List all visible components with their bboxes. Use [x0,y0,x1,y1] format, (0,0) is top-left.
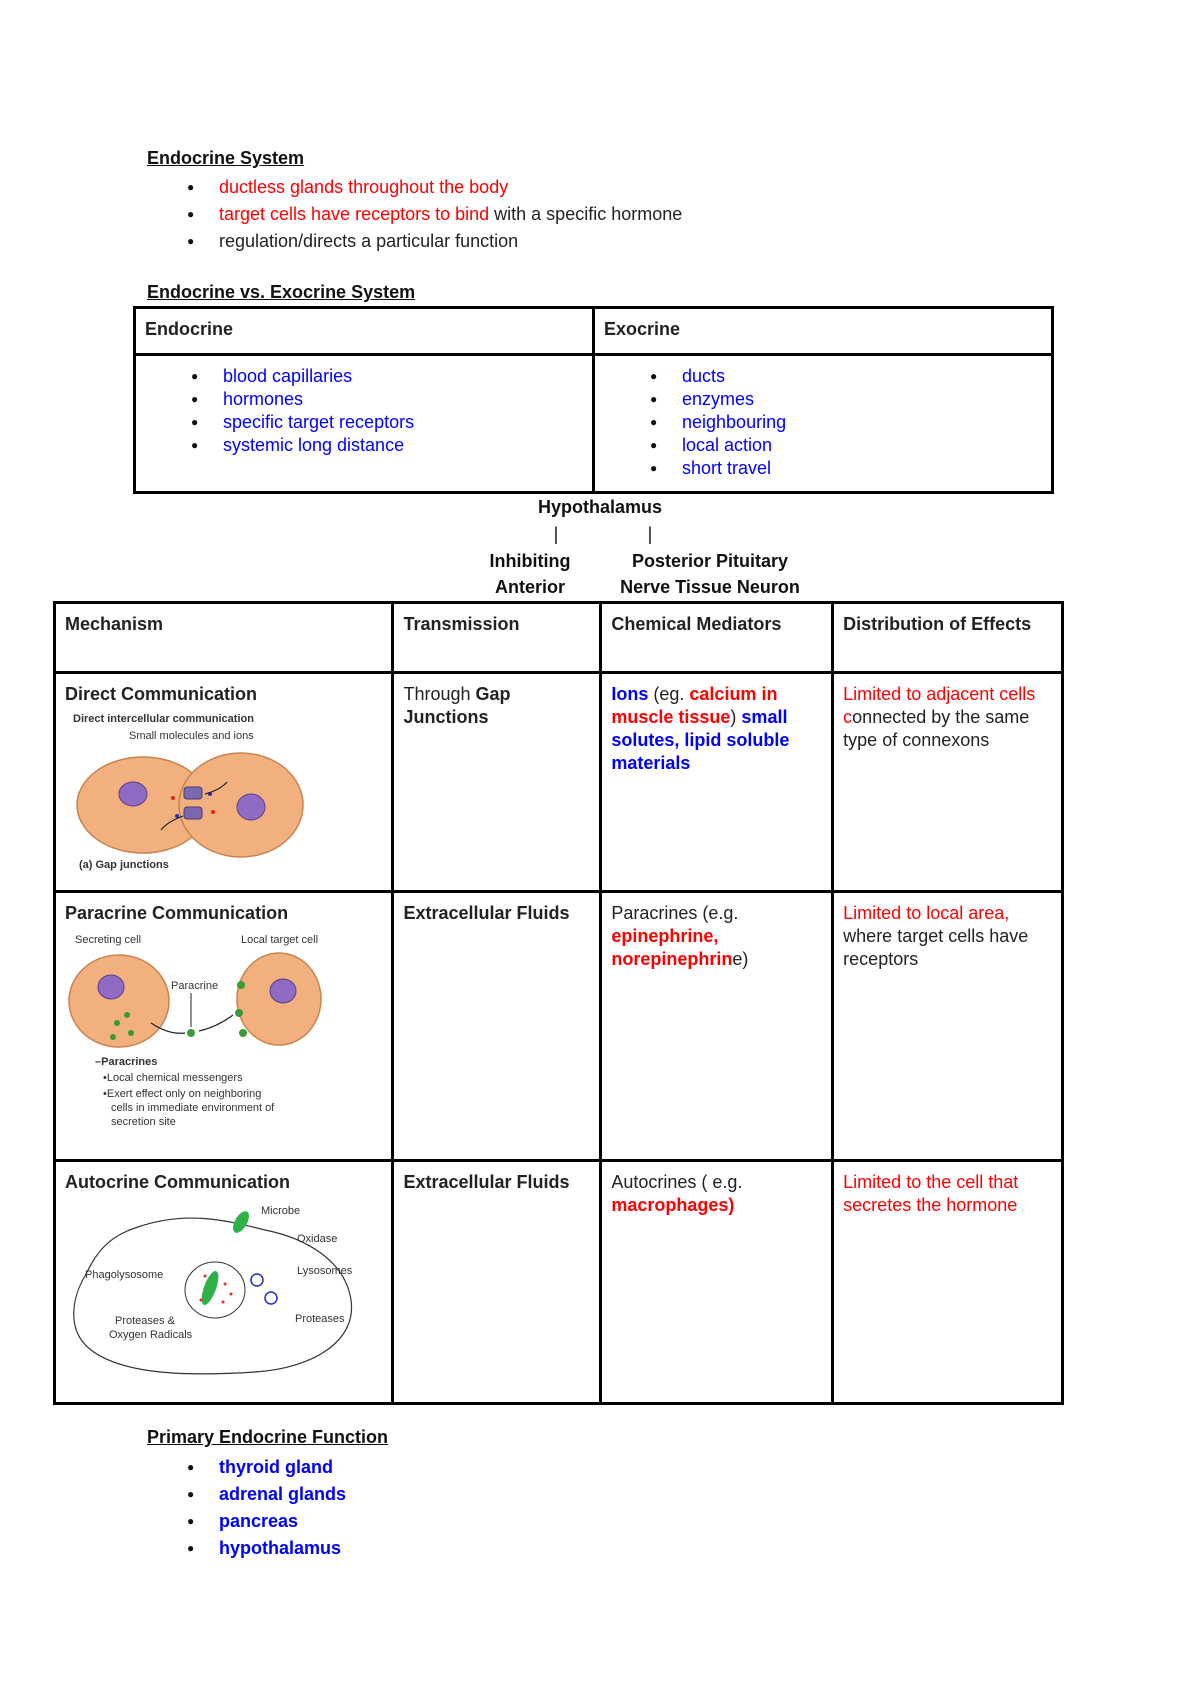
arrow-icon [199,1015,233,1031]
transmission-cell: Extracellular Fluids [393,1161,601,1404]
svg-text:Paracrine: Paracrine [171,980,219,992]
chemical-mediators-cell: Ions (eg. calcium in muscle tissue) small solutes, lipid soluble materials [601,673,833,892]
svg-text:secretion site: secretion site [111,1116,176,1128]
posterior-pituitary-label: Posterior Pituitary Nerve Tissue Neuron [620,551,800,597]
left-connector: | [553,524,559,544]
exocrine-list [604,365,1042,480]
fig-label: Small molecules and ions [129,730,254,742]
svg-text:Oxygen Radicals: Oxygen Radicals [109,1329,193,1341]
distribution-cell: Limited to local area, where target cells have receptors [833,892,1063,1161]
paracrine-dot [110,1034,116,1040]
list-item: ● ducts [604,365,1042,388]
communication-mechanism-table [53,601,1064,1405]
svg-text:Proteases: Proteases [295,1313,345,1325]
paracrine-dot [124,1012,130,1018]
endocrine-exocrine-table [133,306,1054,494]
endocrine-list [145,365,583,457]
secreting-cell [69,955,169,1047]
list-item: ● regulation/directs a particular function [147,228,847,255]
gap-junction-channel [184,787,202,799]
list-item: ● adrenal glands [147,1481,747,1508]
svg-text:Local target cell: Local target cell [241,934,319,946]
inhibiting-anterior-label: Inhibiting Anterior [489,551,571,597]
table-header-mechanism: Mechanism [55,603,393,673]
chemical-mediators-cell: Autocrines ( e.g. macrophages) [601,1161,833,1404]
list-item: ● local action [604,434,1042,457]
radical-dot [224,1283,227,1286]
list-item: ● target cells have receptors to bind with a specific hormone [147,201,847,228]
list-item: ● pancreas [147,1508,747,1535]
transmission-cell: Extracellular Fluids [393,892,601,1161]
receptor-dot [239,1029,247,1037]
svg-text:cells in immediate environment: cells in immediate environment of [111,1102,275,1114]
list-item: ● enzymes [604,388,1042,411]
svg-text:•Exert effect only on neighbor: •Exert effect only on neighboring [103,1088,262,1100]
list-item: ● hypothalamus [147,1535,747,1562]
radical-dot [222,1301,225,1304]
paracrine-diagram [65,931,335,1141]
nucleus-left [119,782,147,806]
autocrine-diagram [65,1200,365,1380]
distribution-cell: Limited to adjacent cells connected by the same type of connexons [833,673,1063,892]
endocrine-system-list [147,174,847,255]
lysosome [251,1274,263,1286]
right-connector: | [647,524,653,544]
radical-dot [200,1299,203,1302]
nucleus [270,979,296,1003]
mechanism-paracrine: Paracrine Communication [65,903,289,923]
table-row [55,1161,393,1404]
transmission-cell: Through Gap Junctions [393,673,601,892]
exocrine-cell [594,355,1053,493]
mechanism-direct: Direct Communication [65,684,258,704]
receptor-dot [237,981,245,989]
paracrine-dot [128,1030,134,1036]
svg-text:Oxidase: Oxidase [297,1233,338,1245]
gap-junction-channel [184,807,202,819]
gap-junction-diagram [65,712,305,872]
section-heading-primary-endocrine: Primary Endocrine Function [147,1427,389,1447]
chemical-mediators-cell: Paracrines (e.g. epinephrine, norepinephrine) [601,892,833,1161]
table-header-distribution: Distribution of Effects [833,603,1063,673]
svg-text:Lysosomes: Lysosomes [297,1265,353,1277]
primary-endocrine-list [147,1454,747,1562]
table-header-endocrine: Endocrine [135,308,594,355]
section-heading-endocrine-vs-exocrine: Endocrine vs. Exocrine System [147,282,416,302]
svg-text:Secreting cell: Secreting cell [75,934,142,946]
table-row [55,892,393,1161]
table-header-chemical-mediators: Chemical Mediators [601,603,833,673]
radical-dot [204,1275,207,1278]
list-item: ● neighbouring [604,411,1042,434]
list-item: ● blood capillaries [145,365,583,388]
endocrine-cell [135,355,594,493]
ion-dot [211,810,215,814]
receptor-dot [235,1009,243,1017]
nucleus [98,975,124,999]
list-item: ● short travel [604,457,1042,480]
list-item: ● thyroid gland [147,1454,747,1481]
svg-text:Proteases &: Proteases & [115,1315,175,1327]
fig-title: Direct intercellular communication [73,713,254,725]
list-item: ● specific target receptors [145,411,583,434]
list-item: ● hormones [145,388,583,411]
paracrine-dot [114,1020,120,1026]
section-heading-endocrine-system: Endocrine System [147,148,305,168]
table-row [55,673,393,892]
paracrine-dot [187,1029,195,1037]
mechanism-autocrine: Autocrine Communication [65,1172,291,1192]
hypothalamus-title: Hypothalamus [537,497,663,517]
fig-caption: (a) Gap junctions [79,859,169,871]
svg-text:–Paracrines: –Paracrines [95,1056,158,1068]
table-header-exocrine: Exocrine [594,308,1053,355]
svg-text:•Local chemical messengers: •Local chemical messengers [103,1072,243,1084]
svg-text:Microbe: Microbe [261,1205,301,1217]
table-header-transmission: Transmission [393,603,601,673]
microbe [230,1209,252,1236]
list-item: ● systemic long distance [145,434,583,457]
distribution-cell: Limited to the cell that secretes the hormone [833,1161,1063,1404]
list-item: ● ductless glands throughout the body [147,174,847,201]
nucleus-right [237,794,265,820]
lysosome [265,1292,277,1304]
svg-text:Phagolysosome: Phagolysosome [85,1269,164,1281]
radical-dot [230,1293,233,1296]
ion-dot [171,796,175,800]
